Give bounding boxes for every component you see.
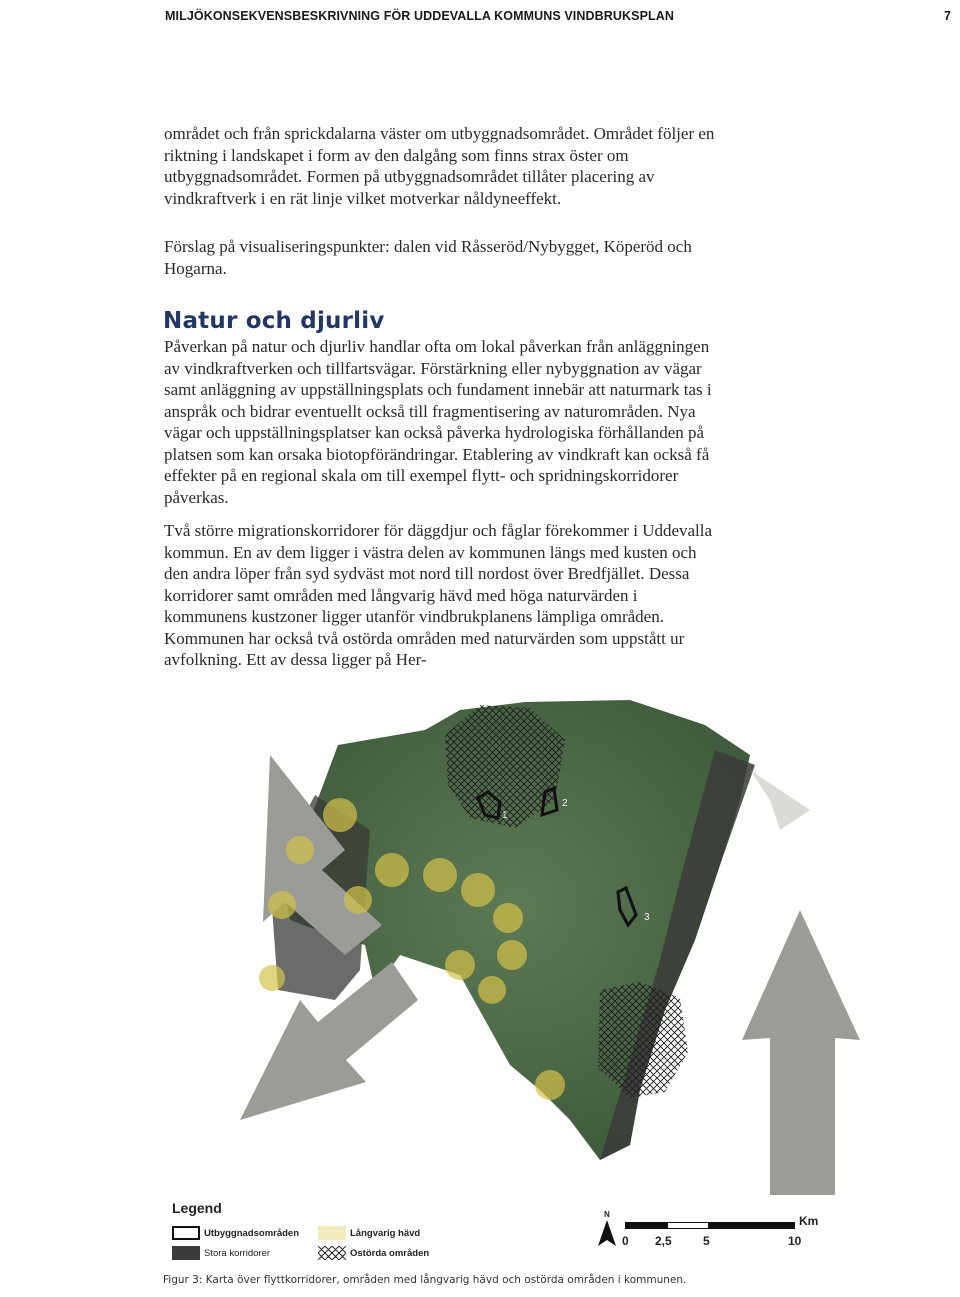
scale-bar [625, 1222, 795, 1229]
map-legend [160, 1198, 840, 1270]
scale-tick-0: 0 [622, 1234, 629, 1248]
section-heading: Natur och djurliv [163, 308, 385, 334]
arrow-north-east [742, 910, 860, 1195]
corridor-map [160, 700, 860, 1200]
legend-title: Legend [172, 1200, 222, 1216]
body-paragraph-4: Två större migrationskorridorer för däggdjur och fåglar förekommer i Uddevalla kommun. En av dem ligger i västra delen av kommunen längs med kusten och den andra löper från syd sydväst mot nord till nordost över Bredfjället. Dessa korridorer samt områden med långvarig hävd med höga naturvärden i kommunens kustzoner ligger utanför vindbrukplanens lämpliga områden. Kommunen har också två ostörda områden med naturvärden som uppstått ur avfolkning. Ett av dessa ligger på Her- [164, 521, 713, 669]
scale-unit: Km [799, 1214, 819, 1228]
legend-swatch-development [172, 1226, 200, 1240]
page-header [165, 9, 955, 29]
legend-swatch-undisturbed [318, 1246, 346, 1260]
legend-item-corridors: Stora korridorer [172, 1246, 270, 1260]
body-paragraph-3: Påverkan på natur och djurliv handlar ofta om lokal påverkan från anläggningen av vindkraftverken och tillfartsvägar. Förstärkning eller nybyggnation av vägar samt anläggning av uppställningsplats och fundament innebär att naturmark tas i anspråk och bidrar eventuellt också till fragmentisering av naturområden. Nya vägar och uppställningsplatser kan också påverka hydrologiska förhållanden på platsen som kan orsaka biotopförändringar. Etablering av vindkraft kan också få effekter på en regional skala om till exempel flytt- och spridningskorridorer påverkas. [164, 337, 712, 507]
legend-item-grazing: Långvarig hävd [318, 1226, 420, 1240]
development-area-label-3: 3 [644, 912, 650, 923]
figure-caption: Figur 3: Karta över flyttkorridorer, områden med långvarig hävd och ostörda områden i kommunen. [163, 1274, 687, 1286]
page-number: 7 [944, 9, 951, 23]
scale-tick-2-5: 2,5 [655, 1234, 672, 1248]
arrow-south-east-ghost [750, 770, 810, 830]
development-area-label-2: 2 [562, 798, 568, 809]
scale-tick-5: 5 [703, 1234, 710, 1248]
body-paragraph-2: Förslag på visualiseringspunkter: dalen vid Råsseröd/Nybygget, Köperöd och Hogarna. [164, 237, 692, 278]
legend-swatch-corridors [172, 1246, 200, 1260]
undisturbed-area-south [598, 982, 688, 1098]
document-title: MILJÖKONSEKVENSBESKRIVNING FÖR UDDEVALLA KOMMUNS VINDBRUKSPLAN [165, 9, 675, 23]
legend-swatch-grazing [318, 1226, 346, 1240]
legend-item-development: Utbyggnadsområden [172, 1226, 299, 1240]
north-label: N [604, 1210, 610, 1219]
north-arrow-icon [597, 1220, 617, 1246]
body-paragraph-1: området och från sprickdalarna väster om utbyggnadsområdet. Området följer en riktning i landskapet i form av den dalgång som finns strax öster om utbyggnadsområdet. Formen på utbyggnadsområdet tillåter placering av vindkraftverk i en rät linje vilket motverkar nåldyneeffekt. [164, 124, 715, 208]
development-area-label-1: 1 [502, 810, 508, 821]
scale-bar-group [595, 1210, 835, 1260]
scale-tick-10: 10 [788, 1234, 802, 1248]
legend-item-undisturbed: Ostörda områden [318, 1246, 429, 1260]
